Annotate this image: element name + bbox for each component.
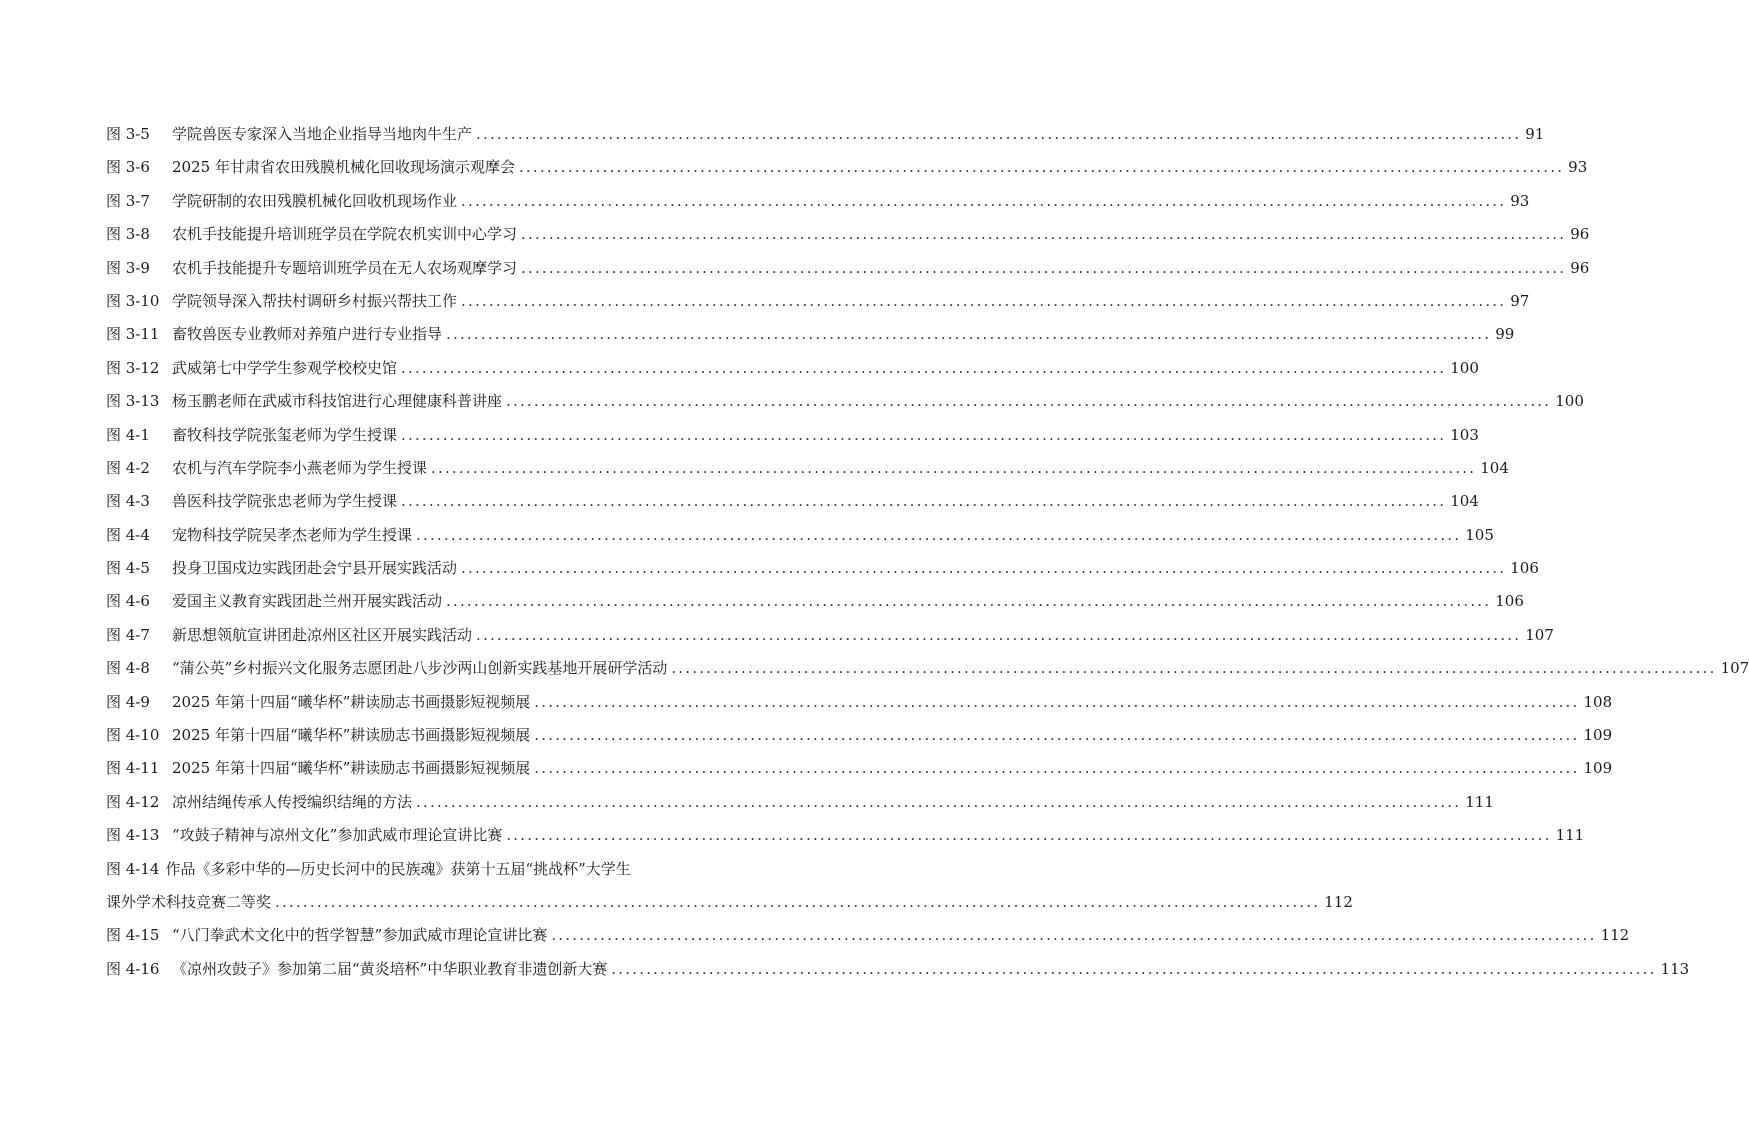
figure-number: 图 3-13 (106, 392, 160, 411)
toc-entry[interactable] (106, 151, 1588, 184)
page-number: 112 (1600, 926, 1630, 945)
figure-title: “八门拳武术文化中的哲学智慧”参加武威市理论宣讲比赛 (172, 926, 548, 945)
page-number: 109 (1583, 726, 1613, 745)
page-number: 107 (1525, 625, 1554, 644)
toc-entry[interactable] (106, 585, 1524, 618)
toc-entry[interactable] (106, 452, 1509, 485)
toc-entry[interactable] (106, 819, 1585, 852)
dot-leader (515, 151, 1568, 184)
figure-title: 凉州结绳传承人传授编织结绳的方法 (172, 792, 413, 811)
toc-entry[interactable] (106, 419, 1479, 452)
figure-number: 图 4-7 (106, 625, 150, 644)
dot-leader (457, 552, 1510, 585)
toc-entry[interactable] (106, 786, 1494, 819)
figure-title: 学院领导深入帮扶村调研乡村振兴帮扶工作 (172, 291, 458, 310)
figure-number: 图 4-5 (106, 559, 150, 578)
toc-entry[interactable] (106, 552, 1539, 585)
figure-title: 学院兽医专家深入当地企业指导当地肉牛生产 (172, 125, 473, 143)
toc-entry[interactable] (106, 252, 1590, 285)
figure-title: 武威第七中学学生参观学校校史馆 (172, 358, 398, 377)
page-number: 109 (1583, 759, 1613, 778)
page-number: 111 (1465, 792, 1494, 811)
toc-entry[interactable] (106, 218, 1590, 251)
dot-leader (442, 585, 1495, 618)
figure-number: 图 4-12 (106, 792, 160, 811)
figure-title: 农机与汽车学院李小燕老师为学生授课 (172, 458, 428, 477)
dot-leader (457, 185, 1510, 218)
toc-entry[interactable] (106, 185, 1530, 218)
figure-number: 图 4-14 (106, 859, 160, 878)
toc-entry[interactable] (106, 118, 1545, 151)
dot-leader (271, 886, 1324, 919)
figure-title: 杨玉鹏老师在武威市科技馆进行心理健康科普讲座 (172, 392, 503, 411)
dot-leader (457, 285, 1510, 318)
toc-entry[interactable] (106, 285, 1530, 318)
toc-entry[interactable] (106, 719, 1613, 752)
figure-title: 宠物科技学院吴孝杰老师为学生授课 (172, 525, 413, 544)
page-number: 107 (1720, 659, 1749, 678)
dot-leader (412, 786, 1465, 819)
dot-leader (397, 485, 1450, 518)
page-number: 103 (1450, 425, 1479, 444)
figure-title: 作品《多彩中华的—历史长河中的民族魂》获第十五届“挑战杯”大学生 (165, 859, 631, 878)
figure-title: 农机手技能提升专题培训班学员在无人农场观摩学习 (172, 258, 518, 277)
figure-number: 图 4-2 (106, 458, 150, 477)
figure-number: 图 3-8 (106, 225, 150, 244)
toc-entry[interactable] (106, 919, 1630, 952)
figure-title: 学院研制的农田残膜机械化回收机现场作业 (172, 191, 458, 210)
page-number: 106 (1510, 559, 1539, 578)
page-number: 105 (1465, 525, 1494, 544)
figure-number: 图 4-6 (106, 592, 150, 611)
toc-entry[interactable] (106, 352, 1479, 385)
page-number: 111 (1555, 826, 1585, 845)
figure-number: 图 3-5 (106, 125, 150, 143)
dot-leader (442, 318, 1495, 351)
dot-leader (607, 953, 1660, 986)
figure-title: 投身卫国戍边实践团赴会宁县开展实践活动 (172, 559, 458, 578)
figure-number: 图 4-15 (106, 926, 160, 945)
page-number: 93 (1568, 158, 1588, 177)
figure-number: 图 4-3 (106, 492, 150, 511)
figure-number: 图 3-10 (106, 291, 160, 310)
page-number: 91 (1525, 125, 1545, 143)
dot-leader (397, 419, 1450, 452)
toc-entry[interactable] (106, 752, 1613, 785)
figure-title: 2025 年第十四届“曦华杯”耕读励志书画摄影短视频展 (172, 726, 531, 745)
dot-leader (412, 519, 1465, 552)
figure-title: “蒲公英”乡村振兴文化服务志愿团赴八步沙两山创新实践基地开展研学活动 (172, 659, 668, 678)
list-of-figures (106, 118, 1749, 986)
page-number: 97 (1510, 291, 1530, 310)
toc-entry[interactable] (106, 485, 1479, 518)
dot-leader (472, 619, 1525, 652)
page-number: 93 (1510, 191, 1530, 210)
figure-title: 爱国主义教育实践团赴兰州开展实践活动 (172, 592, 443, 611)
figure-number: 图 4-1 (106, 425, 150, 444)
figure-title: 《凉州攻鼓子》参加第二届“黄炎培杯”中华职业教育非遗创新大赛 (172, 959, 608, 978)
dot-leader (472, 118, 1525, 151)
dot-leader (517, 218, 1570, 251)
figure-number: 图 3-7 (106, 191, 150, 210)
toc-entry[interactable] (106, 519, 1494, 552)
figure-number: 图 4-9 (106, 692, 150, 711)
dot-leader (397, 352, 1450, 385)
page-number: 104 (1480, 458, 1509, 477)
page-number: 96 (1570, 258, 1590, 277)
dot-leader (530, 686, 1583, 719)
figure-title: 2025 年第十四届“曦华杯”耕读励志书画摄影短视频展 (172, 759, 531, 778)
figure-title: 2025 年第十四届“曦华杯”耕读励志书画摄影短视频展 (172, 692, 531, 711)
figure-number: 图 4-11 (106, 759, 160, 778)
dot-leader (517, 252, 1570, 285)
figure-title: 新思想领航宣讲团赴凉州区社区开展实践活动 (172, 625, 473, 644)
figure-title: 畜牧兽医专业教师对养殖户进行专业指导 (172, 325, 443, 344)
figure-number: 图 3-11 (106, 325, 160, 344)
figure-number: 图 4-4 (106, 525, 150, 544)
page-number: 96 (1570, 225, 1590, 244)
figure-number: 图 4-13 (106, 826, 160, 845)
toc-entry[interactable] (106, 619, 1554, 652)
dot-leader (502, 385, 1555, 418)
figure-number: 图 3-12 (106, 358, 160, 377)
dot-leader (667, 652, 1720, 685)
figure-title: 2025 年甘肃省农田残膜机械化回收现场演示观摩会 (172, 158, 515, 177)
dot-leader (427, 452, 1480, 485)
dot-leader (502, 819, 1555, 852)
dot-leader (530, 719, 1583, 752)
figure-number: 图 3-6 (106, 158, 150, 177)
figure-number: 图 4-16 (106, 959, 160, 978)
dot-leader (530, 752, 1583, 785)
toc-entry[interactable] (106, 385, 1584, 418)
page-number: 108 (1583, 692, 1613, 711)
dot-leader (547, 919, 1600, 952)
figure-title: 农机手技能提升培训班学员在学院农机实训中心学习 (172, 225, 518, 244)
toc-entry[interactable] (106, 953, 1690, 986)
page-number: 100 (1555, 392, 1584, 411)
page-number: 112 (1324, 892, 1353, 911)
page-number: 100 (1450, 358, 1479, 377)
page-number: 99 (1495, 325, 1515, 344)
toc-entry[interactable] (106, 652, 1749, 685)
figure-number: 图 3-9 (106, 258, 150, 277)
page-number: 113 (1660, 959, 1690, 978)
figure-number: 图 4-8 (106, 659, 150, 678)
page-number: 104 (1450, 492, 1479, 511)
toc-entry[interactable] (106, 853, 1353, 920)
toc-entry[interactable] (106, 686, 1613, 719)
figure-title: 畜牧科技学院张玺老师为学生授课 (172, 425, 398, 444)
figure-title: 兽医科技学院张忠老师为学生授课 (172, 492, 398, 511)
figure-title: “攻鼓子精神与凉州文化”参加武威市理论宣讲比赛 (172, 826, 503, 845)
toc-entry[interactable] (106, 318, 1515, 351)
page-number: 106 (1495, 592, 1524, 611)
figure-title-continued: 课外学术科技竞赛二等奖 (106, 892, 272, 911)
figure-number: 图 4-10 (106, 726, 160, 745)
